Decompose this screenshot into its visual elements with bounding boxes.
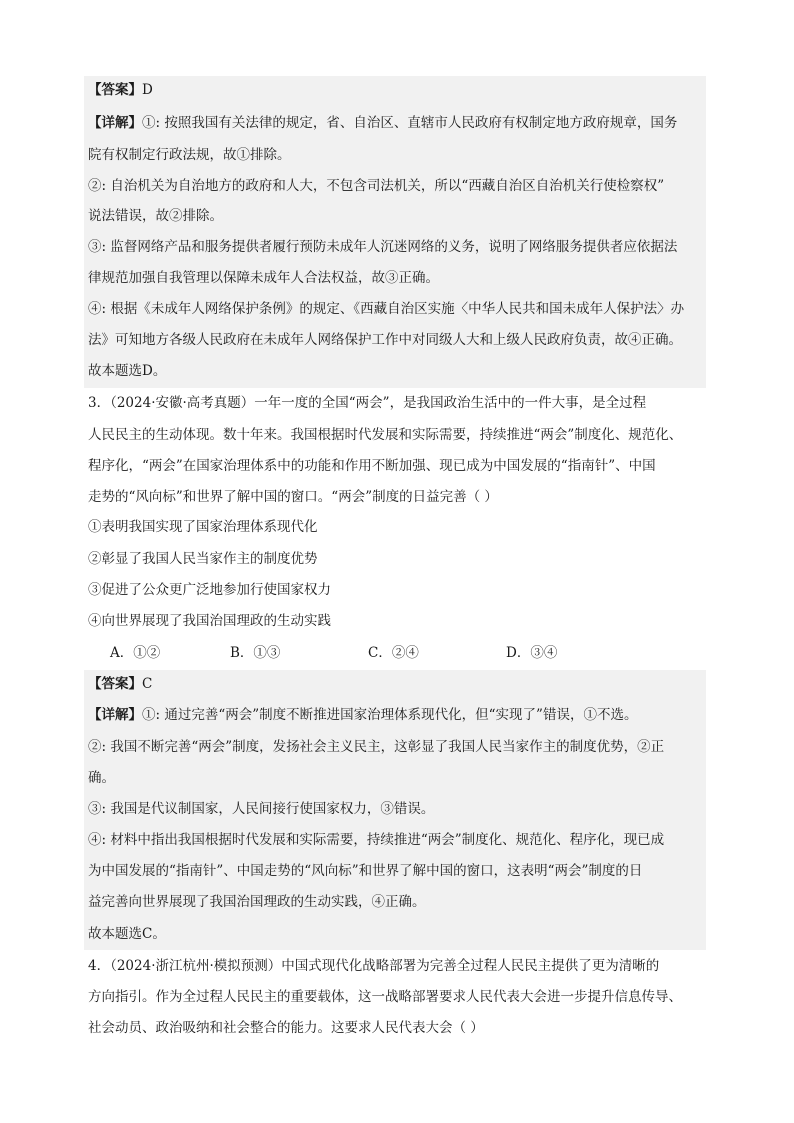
question-4-stem: 4．（2024·浙江杭州·模拟预测）中国式现代化战略部署为完善全过程人民民主提供了更为清晰的 — [88, 958, 660, 974]
choice-c: C．②④ — [368, 645, 419, 661]
statement-option: ②彰显了我国人民当家作主的制度优势 — [88, 551, 318, 567]
detail-text: 律规范加强自我管理以保障未成年人合法权益，故③正确。 — [88, 270, 439, 286]
detail-text: ②: 自治机关为自治地方的政府和人大，不包含司法机关，所以“西藏自治区自治机关行使检察权” — [88, 178, 665, 194]
answer-line — [88, 80, 704, 100]
detail-text: ③: 我国是代议制国家，人民间接行使国家权力，③错误。 — [88, 801, 435, 817]
question-4-stem: 社会动员、政治吸纳和社会整合的能力。这要求人民代表大会（ ） — [88, 1020, 484, 1036]
detail-tag: 【详解】 — [88, 707, 142, 723]
answer-tag: 【答案】 — [88, 82, 142, 98]
detail-text: 确。 — [88, 770, 115, 786]
detail-text: 说法错误，故②排除。 — [88, 208, 223, 224]
answer-value: C — [142, 676, 153, 692]
answer-value: D — [142, 82, 153, 98]
statement-option: ③促进了公众更广泛地参加行使国家权力 — [88, 582, 331, 598]
detail-text: ②: 我国不断完善“两会”制度，发扬社会主义民主，这彰显了我国人民当家作主的制度优势，②正 — [88, 739, 665, 755]
statement-option: ④向世界展现了我国治国理政的生动实践 — [88, 613, 331, 629]
detail-text: 益完善向世界展现了我国治国理政的生动实践，④正确。 — [88, 894, 426, 910]
answer-line — [88, 674, 704, 694]
statement-option: ①表明我国实现了国家治理体系现代化 — [88, 519, 318, 535]
detail-text: ④: 材料中指出我国根据时代发展和实际需要，持续推进“两会”制度化、规范化、程序化，现已成 — [88, 832, 665, 848]
choice-a: A．①② — [110, 645, 161, 661]
detail-text: ③: 监督网络产品和服务提供者履行预防未成年人沉迷网络的义务，说明了网络服务提供者应依据法 — [88, 239, 678, 255]
detail-text: 法》可知地方各级人民政府在未成年人网络保护工作中对同级人大和上级人民政府负责，故④正确。 — [88, 332, 682, 348]
question-3-stem: 人民民主的生动体现。数十年来。我国根据时代发展和实际需要，持续推进“两会”制度化、规范化、 — [88, 427, 683, 443]
detail-line — [88, 113, 704, 133]
detail-text: ①: 通过完善“两会”制度不断推进国家治理体系现代化，但“实现了”错误，①不选。 — [142, 707, 638, 723]
choice-d: D．③④ — [506, 645, 558, 661]
question-3-stem: 程序化，“两会”在国家治理体系中的功能和作用不断加强、现已成为中国发展的“指南针”、中国 — [88, 458, 656, 474]
detail-text: 故本题选C。 — [88, 926, 166, 942]
question-3-stem: 走势的“风向标”和世界了解中国的窗口。“两会”制度的日益完善（ ） — [88, 489, 498, 505]
detail-text: ①: 按照我国有关法律的规定，省、自治区、直辖市人民政府有权制定地方政府规章，国务 — [142, 115, 678, 131]
answer-tag: 【答案】 — [88, 676, 142, 692]
detail-line — [88, 705, 704, 725]
detail-text: 院有权制定行政法规，故①排除。 — [88, 147, 291, 163]
detail-text: ④: 根据《未成年人网络保护条例》的规定、《西藏自治区实施〈中华人民共和国未成年人保护法〉办 — [88, 301, 685, 317]
choice-b: B．①③ — [230, 645, 281, 661]
detail-text: 为中国发展的“指南针”、中国走势的“风向标”和世界了解中国的窗口，这表明“两会”制度的日 — [88, 863, 643, 879]
detail-text: 故本题选D。 — [88, 363, 167, 379]
question-4-stem: 方向指引。作为全过程人民民主的重要载体，这一战略部署要求人民代表大会进一步提升信息传导、 — [88, 989, 682, 1005]
question-3-stem: 3．（2024·安徽·高考真题）一年一度的全国“两会”，是我国政治生活中的一件大事，是全过程 — [88, 395, 647, 411]
detail-tag: 【详解】 — [88, 115, 142, 131]
